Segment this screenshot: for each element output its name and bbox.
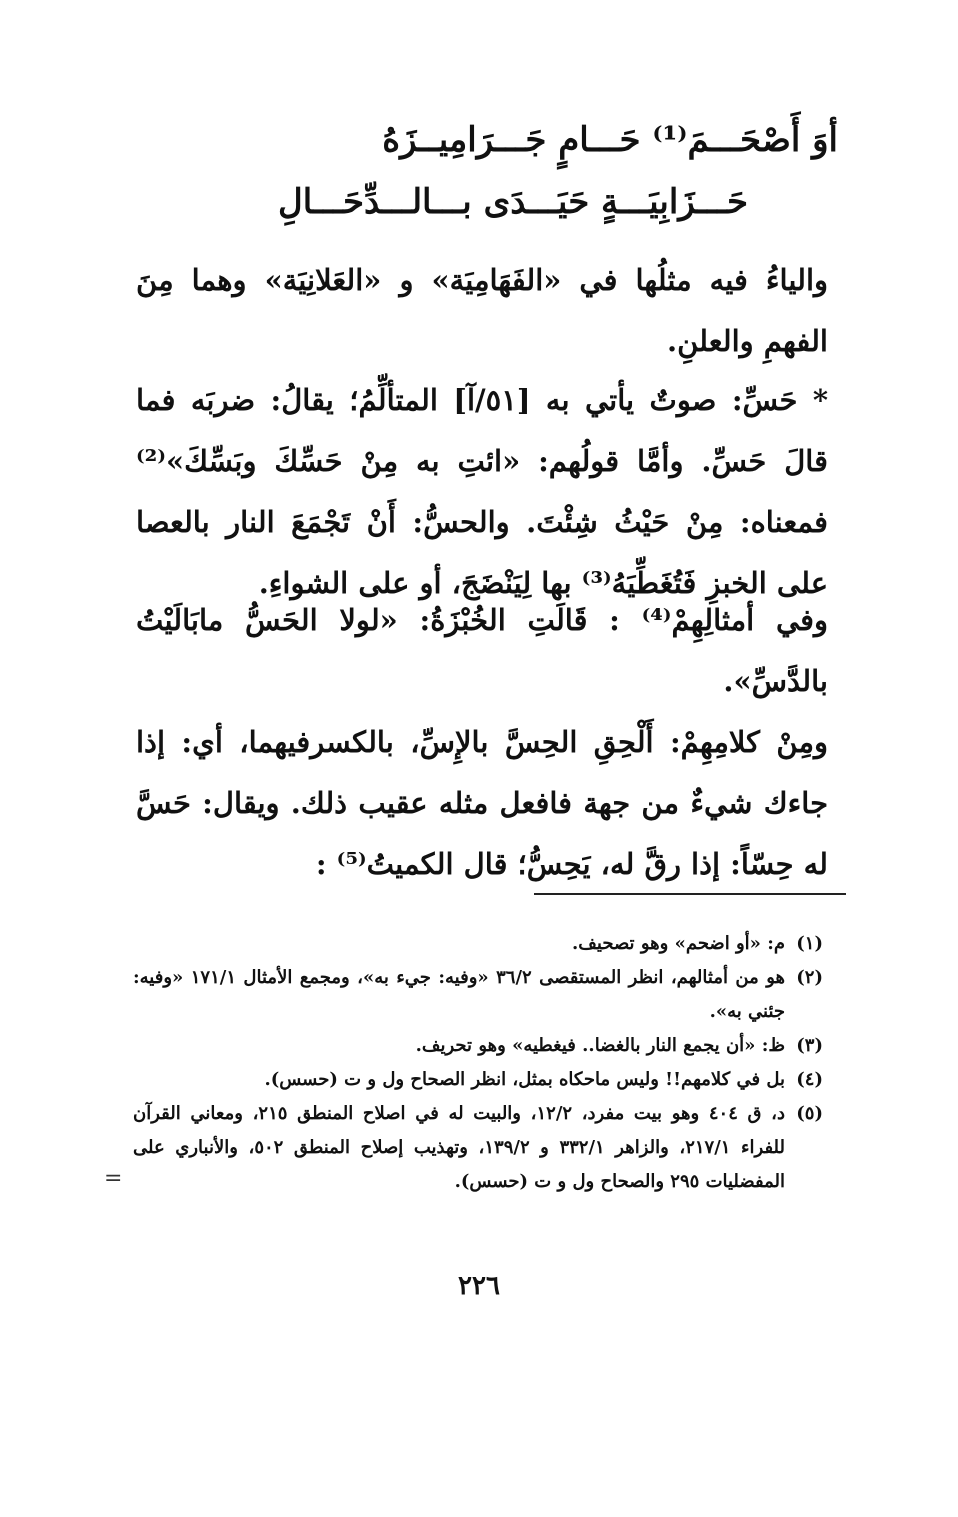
- footnote-number: (٣): [796, 1035, 823, 1056]
- paragraph-1: والياءُ فيه مثلُها في «الفَهَامِيَة» و «العَلانِيَة» وهما مِنَ الفهمِ والعلنِ.: [136, 263, 828, 358]
- footnote-number: (٥): [796, 1103, 823, 1124]
- footnote-text: بل في كلامهم!! وليس ماحكاه بمثل، انظر الصحاح ول و ت (حسس).: [264, 1069, 785, 1090]
- footnote-text: م: «أو اضحم» وهو تصحيف.: [572, 933, 785, 954]
- footnote-number: (١): [796, 933, 823, 954]
- footnote: [133, 961, 823, 1029]
- footnote-text: هو من أمثالهم، انظر المستقصى ٣٦/٢ «وفيه: جيء به»، ومجمع الأمثال ١٧١/١ «وفيه: جئني به».: [133, 967, 786, 1022]
- paragraph-4: ومِنْ كلامِهِمْ: أَلْحِقِ الحِسَّ بالإِسِّ، بالكسرفيهما، أي: إذا جاءك شيءٌ من جهة فافعل مثله عقيب ذلك. ويقال: حَسَّ له حِسّاً: إذا رقَّ له، يَحِسُّ؛ قال الكميتُ⁽⁵⁾ :: [136, 725, 828, 881]
- footnote-number: (٢): [796, 967, 823, 988]
- poem-verse-line-2: حَـــزَابِيَـــةٍ حَيَـــدَى بـــالـــدِّحَـــالِ: [278, 182, 748, 222]
- footnote: [133, 1029, 823, 1063]
- footnote: [133, 1063, 823, 1097]
- paragraph-2: * حَسِّ: صوتٌ يأتي به [٥١/آ] المتألِّمُ؛ يقالُ: ضربَه فما قالَ حَسِّ. وأمَّا قولُهم: «ائتِ به مِنْ حَسِّكَ وبَسِّكَ»⁽²⁾ فمعناه: مِنْ حَيْثُ شِئْتَ. والحسُّ: أَنْ تَجْمَعَ النار بالعصا على الخبزِ فَتُغَطِّيَهُ⁽³⁾ بها لِيَنْضَجَ، أو على الشواءِ.: [136, 383, 828, 600]
- footnotes: [133, 927, 823, 1199]
- footnote: [133, 1097, 823, 1199]
- footnote-separator: [534, 893, 846, 895]
- footnote: [133, 927, 823, 961]
- page-number: ٢٢٦: [458, 1271, 500, 1301]
- paragraph-3: وفي أمثالِهِمْ⁽⁴⁾ : قَالَتِ الخُبْزَةُ: «لولا الحَسُّ مابَالَيْتُ بالدَّسِّ».: [136, 603, 828, 698]
- continuation-mark: =: [104, 1166, 123, 1191]
- footnote-text: ظ: «أن يجمع النار بالغضا.. فيغطيه» وهو تحريف.: [415, 1035, 785, 1056]
- footnote-number: (٤): [796, 1069, 823, 1090]
- poem-verse-line-1: أوَ أَصْحَـــمَ⁽¹⁾ حَـــامٍ جَـــرَامِيــزَهُ: [382, 120, 838, 160]
- footnote-text: د، ق ٤٠٤ وهو بيت مفرد، ١٢/٢، والبيت له في اصلاح المنطق ٢١٥، ومعاني القرآن للفراء ٢١٧/١، والزاهر ٣٣٢/١ و ١٣٩/٢، وتهذيب إصلاح المنطق ٥٠٢، والأنباري على المفضليات ٢٩٥ والصحاح ول و ت (حسس).: [133, 1103, 786, 1192]
